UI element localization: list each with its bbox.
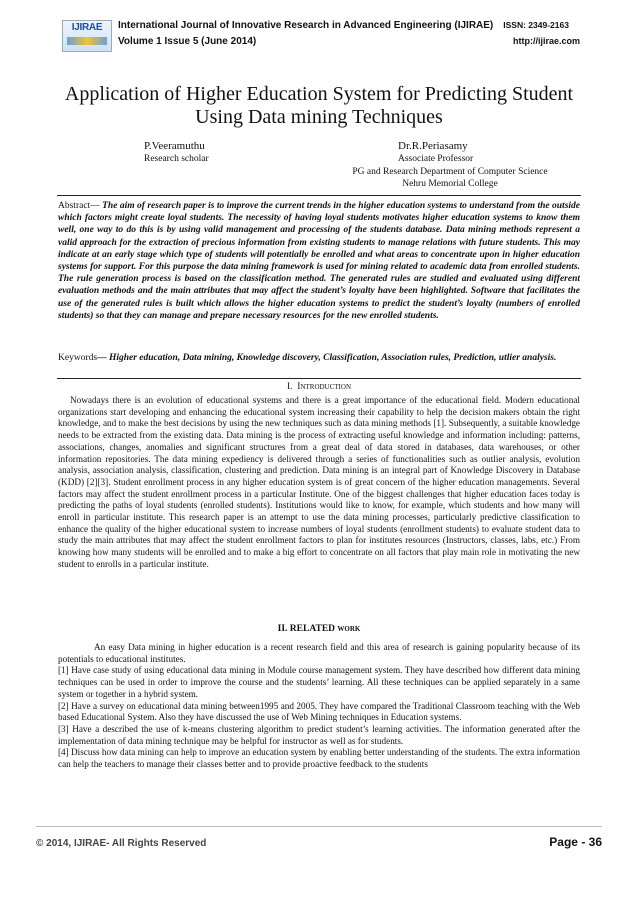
section-2-body <box>58 642 580 771</box>
abstract-label: Abstract— <box>58 201 103 211</box>
author-2-role: Associate Professor <box>398 154 474 164</box>
section-2-title-sc: work <box>337 624 361 634</box>
divider <box>57 378 581 379</box>
author-1-role: Research scholar <box>144 154 209 164</box>
section-2-title: RELATED <box>289 624 336 634</box>
keywords-text: — Higher education, Data mining, Knowledge discovery, Classification, Association rules, Prediction, utlier analysis. <box>97 353 557 363</box>
section-2-paragraph-0: An easy Data mining in higher education is a recent research field and this area of research is gaining popularity because of its potentials to educational institutes. <box>58 642 580 664</box>
footer-page-number: Page - 36 <box>549 835 602 849</box>
journal-name-line <box>118 20 569 31</box>
author-2-college: Nehru Memorial College <box>402 179 498 189</box>
volume-issue: Volume 1 Issue 5 (June 2014) <box>118 36 257 47</box>
journal-url[interactable]: http://ijirae.com <box>512 36 580 46</box>
issn: ISSN: 2349-2163 <box>503 20 569 30</box>
journal-name: International Journal of Innovative Research in Advanced Engineering (IJIRAE) <box>118 20 494 31</box>
keywords <box>58 352 580 364</box>
author-1-name: P.Veeramuthu <box>144 140 205 152</box>
divider <box>57 195 581 196</box>
author-2-dept: PG and Research Department of Computer Science <box>352 167 548 177</box>
author-2-name: Dr.R.Periasamy <box>398 140 468 152</box>
author-1 <box>144 140 209 166</box>
section-2-paragraph-4: [4] Discuss how data mining can help to improve an education system by enabling better understanding of the students. The extra information can help the teachers to manage their classes better and to provide proactive feedback to the students <box>58 747 580 770</box>
section-1-number: I. <box>286 382 293 392</box>
section-2-paragraph-1: [1] Have case study of using educational data mining in Module course management system. They have described how different data mining techniques can be used in order to improve the course and the students’ learning. All these techniques can be applied separately in a same system or together in a hybrid system. <box>58 665 580 699</box>
author-2 <box>398 140 473 166</box>
section-2-number: II. <box>277 624 288 634</box>
keywords-label: Keywords <box>58 353 98 363</box>
journal-header <box>62 18 582 56</box>
section-1-title: Introduction <box>297 382 351 392</box>
abstract <box>58 200 580 322</box>
section-1-body <box>58 395 580 571</box>
section-1-paragraph: Nowadays there is an evolution of educational systems and there is a great importance of the educational field. Modern educational organizations start developing and enhancing the educational system increasing their capability to help the decision makers obtain the right knowledge, and to make the best decisions by using the new techniques such as data mining methods [1]. Subsequently, a suitable knowledge needs to be extracted from the existing data. Data mining is the process of extracting useful knowledge and information including: patterns, associations, changes, anomalies and significant structures from a great deal of data stored in databases, data warehouses, or other information repositories. The data mining expediency is delivered through a series of functionalities such as outlier analysis, evolution analysis, association analysis, classification, clustering and prediction. Data mining is an integral part of Knowledge Discovery in Database (KDD) [2][3]. Student enrollment process in any higher education system is of great concern of the higher education managements. Several factors may affect the student enrollment process in a particular Institute. One of the biggest challenges that higher education faces today is predicting the paths of loyal students (enrolled students). Institutions would like to know, for example, which students and how many will enroll in particular institute. This research paper is an attempt to use the data mining processes, particularly predictive classification to enhance the quality of the higher educational system to increase numbers of loyal students (enrollment students) to evaluate student data to study the main attributes that may affect the student enrollment factors to plan for institutes resources (Instructors, classes, labs, etc.) From knowing how many students will be enrolled and to make a big effort to concentrate on all factors that play main role in motivating the new student to enrolls in a particular institute. <box>58 395 580 569</box>
section-2-paragraph-2: [2] Have a survey on educational data mining between1995 and 2005. They have compared the Traditional Classroom teaching with the Web based Educational System. Also they have discussed the use of Web Mining techniques in Education systems. <box>58 700 580 723</box>
footer-copyright: © 2014, IJIRAE- All Rights Reserved <box>36 838 207 849</box>
logo-text: IJIRAE <box>71 22 103 33</box>
paper-title: Application of Higher Education System for Predicting Student Using Data mining Techniques <box>64 83 574 128</box>
abstract-text: The aim of research paper is to improve the current trends in the higher education systems to understand from the outside which factors might create loyal students. The necessity of having loyal students motivates higher education systems to know them well, one way to do this is by using valid management and processing of the students database. Data mining methods represent a valid approach for the extraction of precious information from existing students to manage relations with future students. This may indicate at an early stage which type of students will potentially be enrolled and what areas to concentrate upon in higher education systems for support. For this purpose the data mining framework is used for mining related to academic data from enrolled students. The rule generation process is based on the classification method. The generated rules are studied and evaluated using different evaluation methods and the main attributes that may affect the student’s loyalty have been highlighted. Software that facilitates the use of the generated rules is built which allows the higher education systems to predict the student’s loyalty (numbers of enrolled students) so that they can manage and prepare necessary resources for the new enrolled students. <box>58 201 580 321</box>
section-2-paragraph-3: [3] Have a described the use of k-means clustering algorithm to predict student’s learning activities. The information generated after the implementation of data mining technique may be helpful for instructor as well as for students. <box>58 723 580 746</box>
volume-line <box>118 36 580 47</box>
author-2-affiliation <box>300 166 600 190</box>
journal-logo <box>62 20 112 52</box>
section-2-heading <box>0 624 638 634</box>
section-1-heading <box>0 382 638 392</box>
footer-divider <box>36 826 602 827</box>
